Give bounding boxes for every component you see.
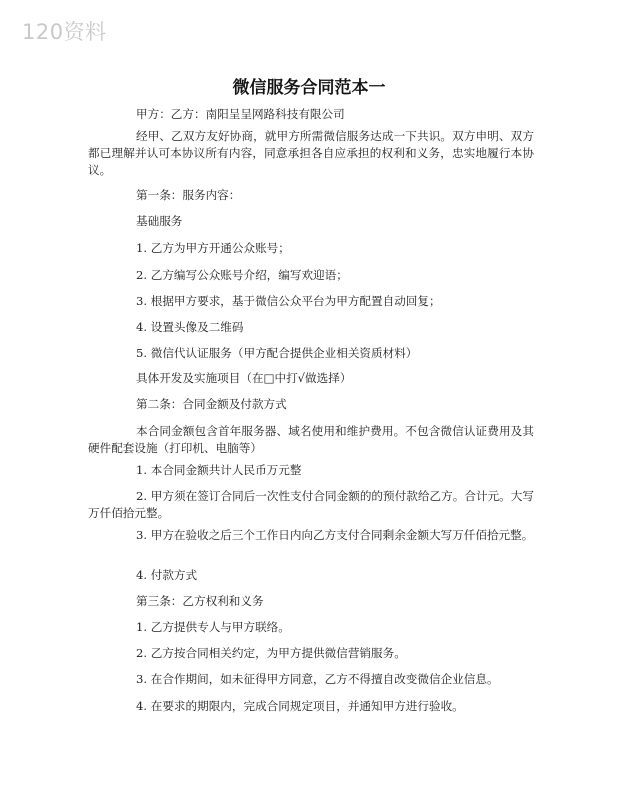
article3-item: 2. 乙方按合同相关约定，为甲方提供微信营销服务。 — [136, 646, 406, 660]
article2-item: 1. 本合同金额共计人民币万元整 — [136, 463, 302, 477]
article1-item: 1. 乙方为甲方开通公众账号； — [136, 241, 290, 255]
watermark-logo: 120资料 — [22, 20, 107, 44]
article2-heading: 第二条：合同金额及付款方式 — [136, 397, 287, 411]
article3-item: 4. 在要求的期限内，完成合同规定项目，并通知甲方进行验收。 — [136, 699, 464, 713]
article3-item: 3. 在合作期间，如未征得甲方同意，乙方不得擅自改变微信企业信息。 — [136, 672, 499, 686]
article3-item: 1. 乙方提供专人与甲方联络。 — [136, 620, 290, 634]
document-title: 微信服务合同范本一 — [232, 78, 386, 98]
intro-paragraph: 经甲、乙双方友好协商，就甲方所需微信服务达成一下共识。双方申明、双方都已理解并认可本协议所有内容，同意承担各自应承担的权利和义务，忠实地履行本协议。 — [88, 129, 534, 177]
article2-intro: 本合同金额包含首年服务器、域名使用和维护费用。不包含微信认证费用及其硬件配套设施（打印机、电脑等） — [88, 424, 534, 455]
article2-item: 4. 付款方式 — [136, 568, 198, 582]
article1-note: 具体开发及实施项目（在□中打√做选择） — [136, 371, 352, 385]
article1-item: 2. 乙方编写公众账号介绍，编写欢迎语； — [136, 268, 348, 282]
parties-line: 甲方：乙方：南阳呈呈网路科技有限公司 — [136, 107, 345, 121]
article1-item: 3. 根据甲方要求，基于微信公众平台为甲方配置自动回复； — [136, 294, 441, 308]
article1-item: 4. 设置头像及二维码 — [136, 320, 244, 334]
article1-subheading: 基础服务 — [136, 214, 183, 228]
article2-item: 3. 甲方在验收之后三个工作日内向乙方支付合同剩余金额大写万仟佰拾元整。 — [136, 528, 534, 542]
article1-item: 5. 微信代认证服务（甲方配合提供企业相关资质材料） — [136, 346, 418, 360]
article1-heading: 第一条：服务内容： — [136, 188, 241, 202]
article2-item: 2. 甲方须在签订合同后一次性支付合同金额的的预付款给乙方。合计元。大写万仟佰拾元整。 — [88, 489, 534, 520]
article3-heading: 第三条：乙方权利和义务 — [136, 594, 264, 608]
